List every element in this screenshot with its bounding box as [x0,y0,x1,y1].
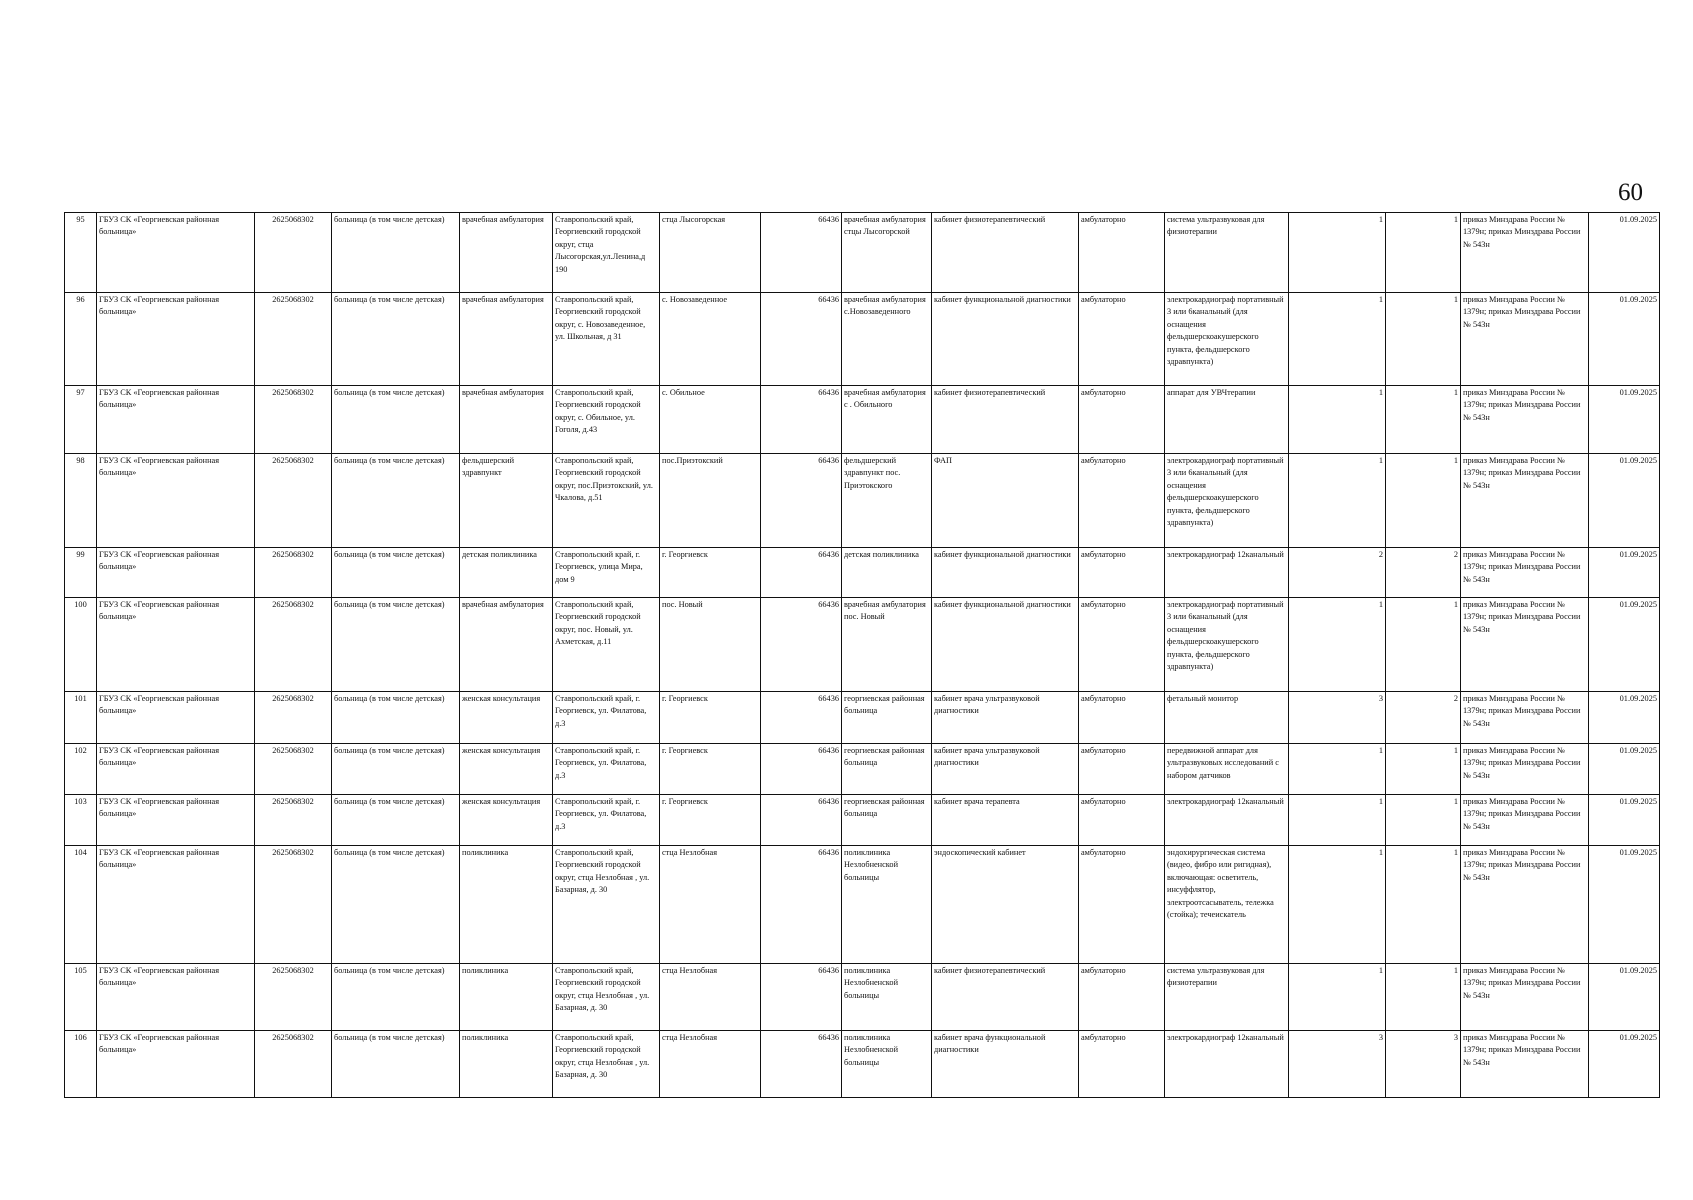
room-cell: кабинет функциональной диагностики [932,293,1079,386]
order-cell: приказ Минздрава России № 1379н; приказ Минздрава России № 543н [1461,548,1589,598]
row-number-cell: 99 [65,548,97,598]
institution-type-cell: больница (в том числе детская) [332,293,460,386]
available-qty-cell: 2 [1386,548,1461,598]
order-cell: приказ Минздрава России № 1379н; приказ Минздрава России № 543н [1461,213,1589,293]
organization-cell: ГБУЗ СК «Георгиевская районная больница» [97,598,255,692]
room-cell: кабинет врача ультразвуковой диагностики [932,692,1079,744]
available-qty-cell: 1 [1386,795,1461,846]
oktmo-cell: 66436 [761,964,842,1031]
inn-cell: 2625068302 [255,846,332,964]
table-body [65,213,1660,1098]
row-number-cell: 106 [65,1031,97,1098]
oktmo-cell: 66436 [761,293,842,386]
institution-type-cell: больница (в том числе детская) [332,795,460,846]
available-qty-cell: 3 [1386,1031,1461,1098]
table-row [65,1031,1660,1098]
care-form-cell: амбулаторно [1079,846,1165,964]
order-cell: приказ Минздрава России № 1379н; приказ Минздрава России № 543н [1461,598,1589,692]
subdivision-cell: врачебная амбулатория пос. Новый [842,598,932,692]
subdivision-cell: георгиевская районная больница [842,795,932,846]
care-form-cell: амбулаторно [1079,1031,1165,1098]
required-qty-cell: 1 [1289,795,1386,846]
institution-type-cell: больница (в том числе детская) [332,692,460,744]
locality-cell: стца Лысогорская [660,213,761,293]
organization-cell: ГБУЗ СК «Георгиевская районная больница» [97,964,255,1031]
unit-type-cell: врачебная амбулатория [460,213,553,293]
address-cell: Ставропольский край, г. Георгиевск, улица Мира, дом 9 [553,548,660,598]
subdivision-cell: врачебная амбулатория с.Новозаведенного [842,293,932,386]
date-cell: 01.09.2025 [1589,598,1660,692]
unit-type-cell: поликлиника [460,1031,553,1098]
order-cell: приказ Минздрава России № 1379н; приказ Минздрава России № 543н [1461,795,1589,846]
subdivision-cell: георгиевская районная больница [842,744,932,795]
subdivision-cell: поликлиника Незлобненской больницы [842,1031,932,1098]
address-cell: Ставропольский край, Георгиевский городской округ, стца Незлобная , ул. Базарная, д. 30 [553,846,660,964]
row-number-cell: 102 [65,744,97,795]
order-cell: приказ Минздрава России № 1379н; приказ Минздрава России № 543н [1461,386,1589,454]
available-qty-cell: 1 [1386,744,1461,795]
available-qty-cell: 1 [1386,454,1461,548]
required-qty-cell: 1 [1289,386,1386,454]
care-form-cell: амбулаторно [1079,386,1165,454]
date-cell: 01.09.2025 [1589,964,1660,1031]
subdivision-cell: врачебная амбулатория стцы Лысогорской [842,213,932,293]
care-form-cell: амбулаторно [1079,795,1165,846]
order-cell: приказ Минздрава России № 1379н; приказ Минздрава России № 543н [1461,454,1589,548]
unit-type-cell: врачебная амбулатория [460,386,553,454]
oktmo-cell: 66436 [761,213,842,293]
required-qty-cell: 1 [1289,964,1386,1031]
oktmo-cell: 66436 [761,692,842,744]
required-qty-cell: 1 [1289,598,1386,692]
row-number-cell: 101 [65,692,97,744]
equipment-cell: электрокардиограф портативный 3 или 6канальный (для оснащения фельдшерскоакушерского пункта, фельдшерского здравпункта) [1165,293,1289,386]
order-cell: приказ Минздрава России № 1379н; приказ Минздрава России № 543н [1461,846,1589,964]
row-number-cell: 104 [65,846,97,964]
required-qty-cell: 2 [1289,548,1386,598]
address-cell: Ставропольский край, Георгиевский городской округ, стца Незлобная , ул. Базарная, д. 30 [553,1031,660,1098]
organization-cell: ГБУЗ СК «Георгиевская районная больница» [97,548,255,598]
table-row [65,213,1660,293]
organization-cell: ГБУЗ СК «Георгиевская районная больница» [97,213,255,293]
required-qty-cell: 1 [1289,293,1386,386]
date-cell: 01.09.2025 [1589,386,1660,454]
institution-type-cell: больница (в том числе детская) [332,964,460,1031]
inn-cell: 2625068302 [255,293,332,386]
available-qty-cell: 1 [1386,293,1461,386]
required-qty-cell: 1 [1289,454,1386,548]
equipment-cell: аппарат для УВЧтерапии [1165,386,1289,454]
organization-cell: ГБУЗ СК «Георгиевская районная больница» [97,293,255,386]
room-cell: кабинет врача функциональной диагностики [932,1031,1079,1098]
subdivision-cell: фельдшерский здравпункт пос. Приэтокского [842,454,932,548]
care-form-cell: амбулаторно [1079,213,1165,293]
institution-type-cell: больница (в том числе детская) [332,846,460,964]
equipment-cell: электрокардиограф 12канальный [1165,548,1289,598]
equipment-cell: электрокардиограф 12канальный [1165,795,1289,846]
organization-cell: ГБУЗ СК «Георгиевская районная больница» [97,692,255,744]
date-cell: 01.09.2025 [1589,454,1660,548]
available-qty-cell: 1 [1386,386,1461,454]
available-qty-cell: 1 [1386,964,1461,1031]
inn-cell: 2625068302 [255,964,332,1031]
address-cell: Ставропольский край, Георгиевский городской округ, пос.Приэтокский, ул. Чкалова, д.51 [553,454,660,548]
locality-cell: с. Новозаведенное [660,293,761,386]
equipment-cell: система ультразвуковая для физиотерапии [1165,964,1289,1031]
room-cell: кабинет физиотерапевтический [932,964,1079,1031]
date-cell: 01.09.2025 [1589,548,1660,598]
organization-cell: ГБУЗ СК «Георгиевская районная больница» [97,1031,255,1098]
equipment-table [64,212,1660,1098]
oktmo-cell: 66436 [761,1031,842,1098]
date-cell: 01.09.2025 [1589,213,1660,293]
required-qty-cell: 1 [1289,213,1386,293]
unit-type-cell: женская консультация [460,795,553,846]
inn-cell: 2625068302 [255,213,332,293]
equipment-cell: электрокардиограф портативный 3 или 6канальный (для оснащения фельдшерскоакушерского пункта, фельдшерского здравпункта) [1165,598,1289,692]
address-cell: Ставропольский край, Георгиевский городской округ, стца Лысогорская,ул.Ленина,д 190 [553,213,660,293]
order-cell: приказ Минздрава России № 1379н; приказ Минздрава России № 543н [1461,692,1589,744]
table-row [65,846,1660,964]
table-row [65,744,1660,795]
table-row [65,692,1660,744]
oktmo-cell: 66436 [761,454,842,548]
date-cell: 01.09.2025 [1589,744,1660,795]
institution-type-cell: больница (в том числе детская) [332,744,460,795]
oktmo-cell: 66436 [761,548,842,598]
organization-cell: ГБУЗ СК «Георгиевская районная больница» [97,795,255,846]
row-number-cell: 105 [65,964,97,1031]
equipment-cell: передвижной аппарат для ультразвуковых исследований с набором датчиков [1165,744,1289,795]
oktmo-cell: 66436 [761,386,842,454]
care-form-cell: амбулаторно [1079,293,1165,386]
room-cell: кабинет функциональной диагностики [932,548,1079,598]
unit-type-cell: фельдшерский здравпункт [460,454,553,548]
row-number-cell: 95 [65,213,97,293]
equipment-cell: система ультразвуковая для физиотерапии [1165,213,1289,293]
unit-type-cell: поликлиника [460,964,553,1031]
address-cell: Ставропольский край, Георгиевский городской округ, пос. Новый, ул. Ахметская, д.11 [553,598,660,692]
locality-cell: стца Незлобная [660,846,761,964]
locality-cell: стца Незлобная [660,964,761,1031]
row-number-cell: 96 [65,293,97,386]
table-row [65,293,1660,386]
room-cell: эндоскопический кабинет [932,846,1079,964]
equipment-cell: фетальный монитор [1165,692,1289,744]
organization-cell: ГБУЗ СК «Георгиевская районная больница» [97,386,255,454]
locality-cell: г. Георгиевск [660,692,761,744]
available-qty-cell: 1 [1386,598,1461,692]
unit-type-cell: женская консультация [460,692,553,744]
locality-cell: г. Георгиевск [660,744,761,795]
order-cell: приказ Минздрава России № 1379н; приказ Минздрава России № 543н [1461,293,1589,386]
subdivision-cell: поликлиника Незлобненской больницы [842,846,932,964]
locality-cell: стца Незлобная [660,1031,761,1098]
date-cell: 01.09.2025 [1589,846,1660,964]
address-cell: Ставропольский край, Георгиевский городской округ, стца Незлобная , ул. Базарная, д. 30 [553,964,660,1031]
equipment-cell: эндохирургическая система (видео, фибро или ригидная), включающая: осветитель, инсуффлятор, электроотсасыватель, тележка (стойка); течеискатель [1165,846,1289,964]
address-cell: Ставропольский край, Георгиевский городской округ, с. Новозаведенное, ул. Школьная, д 31 [553,293,660,386]
inn-cell: 2625068302 [255,692,332,744]
order-cell: приказ Минздрава России № 1379н; приказ Минздрава России № 543н [1461,964,1589,1031]
required-qty-cell: 3 [1289,692,1386,744]
page-number: 60 [1618,179,1643,206]
institution-type-cell: больница (в том числе детская) [332,548,460,598]
available-qty-cell: 1 [1386,846,1461,964]
unit-type-cell: поликлиника [460,846,553,964]
room-cell: кабинет физиотерапевтический [932,213,1079,293]
inn-cell: 2625068302 [255,454,332,548]
available-qty-cell: 1 [1386,213,1461,293]
subdivision-cell: врачебная амбулатория с . Обильного [842,386,932,454]
address-cell: Ставропольский край, г. Георгиевск, ул. Филатова, д.3 [553,795,660,846]
address-cell: Ставропольский край, г. Георгиевск, ул. Филатова, д.3 [553,692,660,744]
institution-type-cell: больница (в том числе детская) [332,386,460,454]
organization-cell: ГБУЗ СК «Георгиевская районная больница» [97,454,255,548]
table-row [65,386,1660,454]
table-row [65,454,1660,548]
room-cell: кабинет физиотерапевтический [932,386,1079,454]
inn-cell: 2625068302 [255,795,332,846]
address-cell: Ставропольский край, г. Георгиевск, ул. Филатова, д.3 [553,744,660,795]
date-cell: 01.09.2025 [1589,795,1660,846]
institution-type-cell: больница (в том числе детская) [332,598,460,692]
unit-type-cell: врачебная амбулатория [460,598,553,692]
subdivision-cell: поликлиника Незлобненской больницы [842,964,932,1031]
unit-type-cell: врачебная амбулатория [460,293,553,386]
locality-cell: пос. Новый [660,598,761,692]
organization-cell: ГБУЗ СК «Георгиевская районная больница» [97,846,255,964]
row-number-cell: 98 [65,454,97,548]
order-cell: приказ Минздрава России № 1379н; приказ Минздрава России № 543н [1461,1031,1589,1098]
care-form-cell: амбулаторно [1079,964,1165,1031]
locality-cell: г. Георгиевск [660,795,761,846]
equipment-cell: электрокардиограф портативный 3 или 6канальный (для оснащения фельдшерскоакушерского пункта, фельдшерского здравпункта) [1165,454,1289,548]
date-cell: 01.09.2025 [1589,692,1660,744]
table-row [65,598,1660,692]
oktmo-cell: 66436 [761,598,842,692]
required-qty-cell: 3 [1289,1031,1386,1098]
oktmo-cell: 66436 [761,744,842,795]
order-cell: приказ Минздрава России № 1379н; приказ Минздрава России № 543н [1461,744,1589,795]
care-form-cell: амбулаторно [1079,598,1165,692]
table-row [65,548,1660,598]
institution-type-cell: больница (в том числе детская) [332,1031,460,1098]
care-form-cell: амбулаторно [1079,454,1165,548]
locality-cell: г. Георгиевск [660,548,761,598]
oktmo-cell: 66436 [761,795,842,846]
unit-type-cell: женская консультация [460,744,553,795]
subdivision-cell: георгиевская районная больница [842,692,932,744]
institution-type-cell: больница (в том числе детская) [332,454,460,548]
required-qty-cell: 1 [1289,744,1386,795]
room-cell: кабинет врача ультразвуковой диагностики [932,744,1079,795]
unit-type-cell: детская поликлиника [460,548,553,598]
room-cell: кабинет функциональной диагностики [932,598,1079,692]
required-qty-cell: 1 [1289,846,1386,964]
institution-type-cell: больница (в том числе детская) [332,213,460,293]
room-cell: ФАП [932,454,1079,548]
row-number-cell: 97 [65,386,97,454]
table-row [65,795,1660,846]
locality-cell: пос.Приэтокский [660,454,761,548]
inn-cell: 2625068302 [255,548,332,598]
locality-cell: с. Обильное [660,386,761,454]
inn-cell: 2625068302 [255,744,332,795]
inn-cell: 2625068302 [255,1031,332,1098]
date-cell: 01.09.2025 [1589,293,1660,386]
inn-cell: 2625068302 [255,598,332,692]
oktmo-cell: 66436 [761,846,842,964]
equipment-cell: электрокардиограф 12канальный [1165,1031,1289,1098]
row-number-cell: 100 [65,598,97,692]
available-qty-cell: 2 [1386,692,1461,744]
subdivision-cell: детская поликлиника [842,548,932,598]
date-cell: 01.09.2025 [1589,1031,1660,1098]
care-form-cell: амбулаторно [1079,744,1165,795]
address-cell: Ставропольский край, Георгиевский городской округ, с. Обильное, ул. Гоголя, д.43 [553,386,660,454]
inn-cell: 2625068302 [255,386,332,454]
table-row [65,964,1660,1031]
care-form-cell: амбулаторно [1079,692,1165,744]
room-cell: кабинет врача терапевта [932,795,1079,846]
row-number-cell: 103 [65,795,97,846]
care-form-cell: амбулаторно [1079,548,1165,598]
organization-cell: ГБУЗ СК «Георгиевская районная больница» [97,744,255,795]
